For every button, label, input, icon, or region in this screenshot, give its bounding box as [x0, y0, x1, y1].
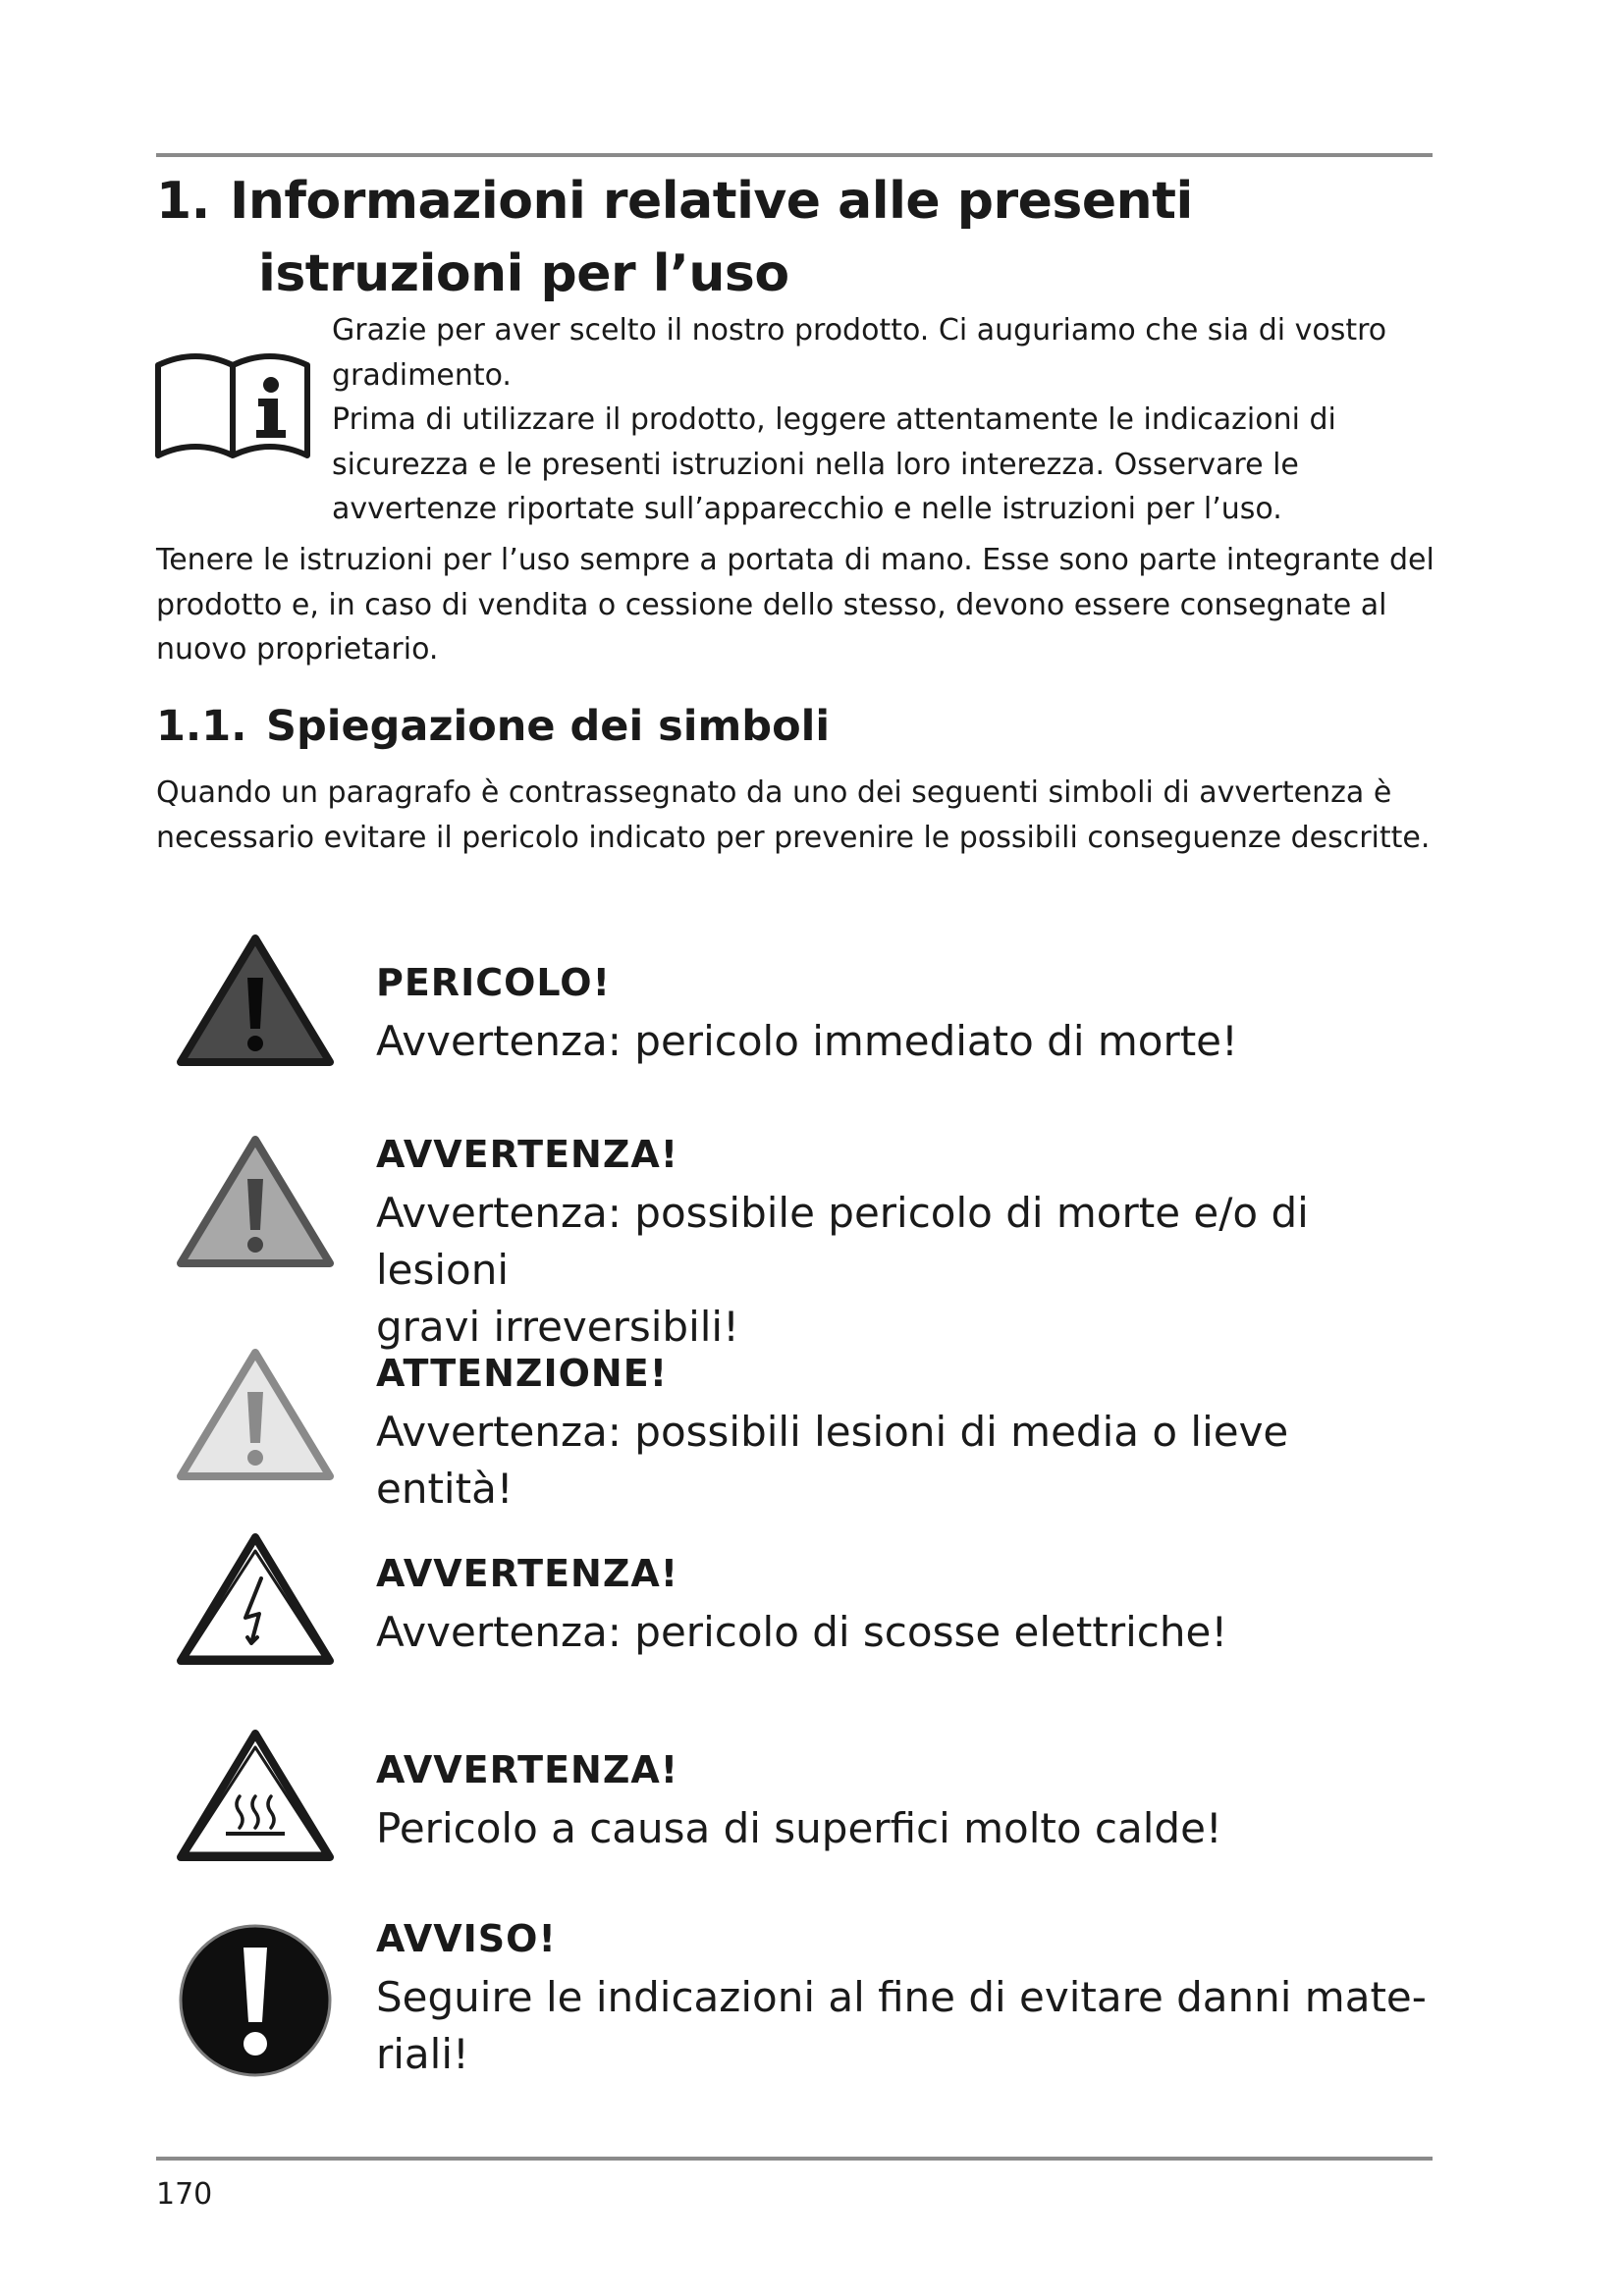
symbol-description: Avvertenza: pericolo di scosse elettriche! — [376, 1608, 1228, 1656]
symbol-title: AVVERTENZA! — [376, 1552, 679, 1595]
subsection-number: 1.1. — [156, 702, 247, 751]
body-paragraph — [156, 538, 1442, 672]
top-rule — [156, 153, 1433, 157]
hot-surface-icon — [175, 1728, 336, 1865]
electric-shock-icon — [175, 1531, 336, 1669]
symbol-title: PERICOLO! — [376, 961, 611, 1004]
page-number: 170 — [156, 2177, 213, 2212]
body-text: Tenere le istruzioni per l’uso sempre a portata di mano. Esse sono parte integrante del prodotto e, in caso di vendita o cessione dello stesso, devono essere consegnate al nuovo proprietario. — [156, 543, 1435, 667]
symbol-description: Avvertenza: possibile pericolo di morte e/o di lesioni — [376, 1189, 1309, 1294]
symbol-description: Avvertenza: pericolo immediato di morte! — [376, 1017, 1238, 1065]
section-title-line2: istruzioni per l’uso — [258, 244, 789, 303]
symbol-description: Pericolo a causa di superfici molto calde! — [376, 1804, 1222, 1852]
subsection-title: Spiegazione dei simboli — [266, 702, 831, 751]
body-paragraph — [156, 771, 1442, 860]
symbol-title: ATTENZIONE! — [376, 1352, 669, 1395]
symbol-title: AVVERTENZA! — [376, 1748, 679, 1791]
symbol-title: AVVERTENZA! — [376, 1133, 679, 1176]
intro-text — [332, 308, 1441, 532]
symbol-description: Avvertenza: possibili lesioni di media o lieve entità! — [376, 1408, 1289, 1513]
intro-paragraph: Prima di utilizzare il prodotto, leggere attentamente le indicazioni di sicurezza e le presenti istruzioni nella loro interezza. Osservare le avvertenze riportate sull’apparecchio e nelle istruzioni per l’uso. — [332, 402, 1336, 526]
intro-paragraph: Grazie per aver scelto il nostro prodotto. Ci auguriamo che sia di vostro gradimento. — [332, 313, 1387, 393]
bottom-rule — [156, 2157, 1433, 2161]
info-book-icon — [154, 346, 313, 463]
symbol-title: AVVISO! — [376, 1917, 557, 1960]
section-title-line1: Informazioni relative alle presenti — [230, 172, 1193, 231]
notice-exclamation-icon — [175, 1922, 336, 2079]
body-text: Quando un paragrafo è contrassegnato da uno dei seguenti simboli di avvertenza è necessario evitare il pericolo indicato per prevenire le possibili conseguenze descritte. — [156, 775, 1431, 855]
caution-icon — [175, 1347, 336, 1484]
symbol-description: Seguire le indicazioni al fine di evitare danni mate- — [376, 1973, 1427, 2021]
danger-warning-icon — [175, 933, 336, 1070]
section-number: 1. — [156, 172, 210, 231]
symbol-description: gravi irreversibili! — [376, 1303, 739, 1351]
warning-icon — [175, 1134, 336, 1271]
symbol-description: riali! — [376, 2030, 469, 2078]
subsection-heading — [156, 697, 830, 756]
